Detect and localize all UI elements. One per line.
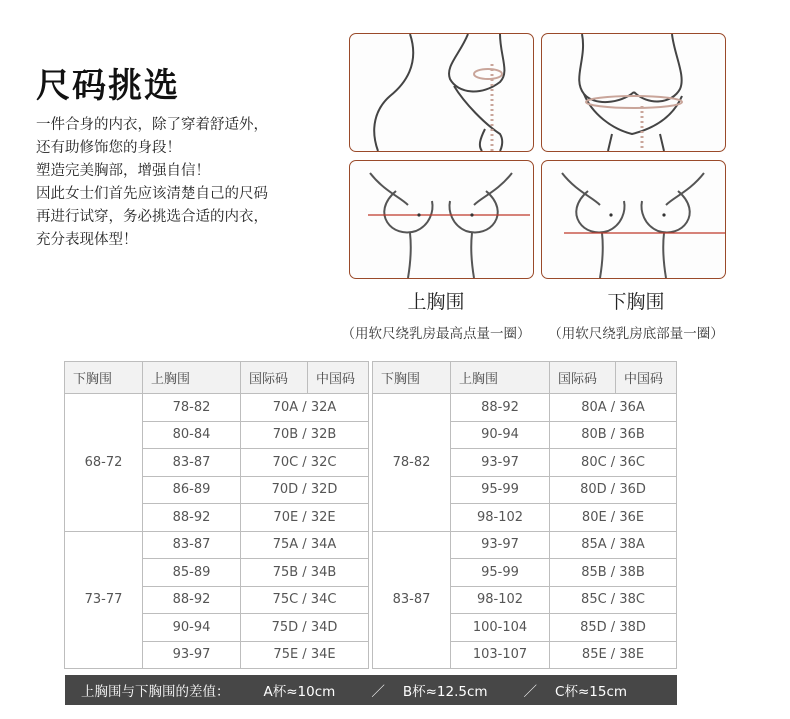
upper-bust-line-illustration [349, 160, 534, 279]
size-cell: 70C / 32C [241, 449, 369, 477]
overbust-cell: 90-94 [451, 421, 550, 449]
overbust-cell: 90-94 [143, 614, 241, 642]
size-cell: 75A / 34A [241, 531, 369, 559]
overbust-cell: 95-99 [451, 559, 550, 587]
overbust-cell: 86-89 [143, 476, 241, 504]
size-cell: 85A / 38A [550, 531, 677, 559]
intro-line: 再进行试穿，务必挑选合适的内衣， [36, 209, 268, 225]
upper-bust-caption [331, 287, 541, 342]
table-header-row [373, 362, 677, 394]
upper-bust-measure-illustration [349, 33, 534, 152]
size-cell: 85E / 38E [550, 641, 677, 669]
overbust-cell: 83-87 [143, 531, 241, 559]
upper-bust-label: 上胸围 [407, 291, 465, 313]
overbust-cell: 93-97 [451, 449, 550, 477]
header-underbust: 下胸围 [65, 362, 143, 394]
size-cell: 80D / 36D [550, 476, 677, 504]
intro-line: 一件合身的内衣，除了穿着舒适外， [36, 117, 268, 133]
cup-c-value: C杯≈15cm [555, 684, 628, 700]
overbust-cell: 103-107 [451, 641, 550, 669]
cup-difference-label: 上胸围与下胸围的差值： [81, 684, 230, 700]
intro-line: 塑造完美胸部，增强自信！ [36, 163, 210, 179]
size-table-left [64, 361, 369, 669]
size-cell: 70E / 32E [241, 504, 369, 532]
overbust-cell: 93-97 [143, 641, 241, 669]
overbust-cell: 98-102 [451, 586, 550, 614]
size-cell: 75B / 34B [241, 559, 369, 587]
table-row [373, 394, 677, 422]
underbust-band: 68-72 [65, 394, 143, 532]
cup-difference-bar [65, 675, 677, 705]
chest-upper-line-illustration [350, 161, 533, 278]
overbust-cell: 88-92 [143, 504, 241, 532]
cup-b-value: B杯≈12.5cm [402, 684, 488, 700]
size-cell: 70B / 32B [241, 421, 369, 449]
lower-bust-measure-illustration [541, 33, 726, 152]
overbust-cell: 98-102 [451, 504, 550, 532]
table-row [65, 531, 369, 559]
lower-bust-line-illustration [541, 160, 726, 279]
size-cell: 80E / 36E [550, 504, 677, 532]
lower-bust-note: （用软尺绕乳房底部量一圈） [548, 326, 724, 342]
table-row [373, 531, 677, 559]
overbust-cell: 85-89 [143, 559, 241, 587]
intro-line: 还有助修饰您的身段！ [36, 140, 181, 156]
size-cell: 80A / 36A [550, 394, 677, 422]
header-overbust: 上胸围 [143, 362, 241, 394]
intro-line: 因此女士们首先应该清楚自己的尺码 [36, 186, 268, 202]
size-cell: 85B / 38B [550, 559, 677, 587]
overbust-cell: 80-84 [143, 421, 241, 449]
header-cn-size: 中国码 [308, 362, 369, 394]
size-cell: 75C / 34C [241, 586, 369, 614]
size-cell: 70D / 32D [241, 476, 369, 504]
table-row [65, 394, 369, 422]
intro-text [36, 114, 336, 252]
separator: ／ [523, 684, 538, 700]
underbust-band: 78-82 [373, 394, 451, 532]
underbust-band: 83-87 [373, 531, 451, 669]
header-intl-size: 国际码 [550, 362, 616, 394]
overbust-cell: 83-87 [143, 449, 241, 477]
body-front-illustration [542, 34, 725, 151]
intro-line: 充分表现体型！ [36, 232, 138, 248]
table-header-row [65, 362, 369, 394]
page-title: 尺码挑选 [36, 66, 180, 106]
size-cell: 75D / 34D [241, 614, 369, 642]
size-cell: 85D / 38D [550, 614, 677, 642]
underbust-band: 73-77 [65, 531, 143, 669]
size-cell: 75E / 34E [241, 641, 369, 669]
overbust-cell: 93-97 [451, 531, 550, 559]
header-cn-size: 中国码 [616, 362, 677, 394]
header-underbust: 下胸围 [373, 362, 451, 394]
size-cell: 70A / 32A [241, 394, 369, 422]
lower-bust-label: 下胸围 [607, 291, 665, 313]
body-side-illustration [350, 34, 533, 151]
cup-a-value: A杯≈10cm [263, 684, 336, 700]
separator: ／ [371, 684, 385, 700]
size-cell: 85C / 38C [550, 586, 677, 614]
overbust-cell: 88-92 [451, 394, 550, 422]
size-cell: 80B / 36B [550, 421, 677, 449]
overbust-cell: 95-99 [451, 476, 550, 504]
size-cell: 80C / 36C [550, 449, 677, 477]
overbust-cell: 78-82 [143, 394, 241, 422]
chest-lower-line-illustration [542, 161, 725, 278]
upper-bust-note: （用软尺绕乳房最高点量一圈） [341, 326, 531, 342]
overbust-cell: 88-92 [143, 586, 241, 614]
header-overbust: 上胸围 [451, 362, 550, 394]
overbust-cell: 100-104 [451, 614, 550, 642]
header-intl-size: 国际码 [241, 362, 308, 394]
size-table-right [372, 361, 677, 669]
lower-bust-caption [531, 287, 741, 342]
